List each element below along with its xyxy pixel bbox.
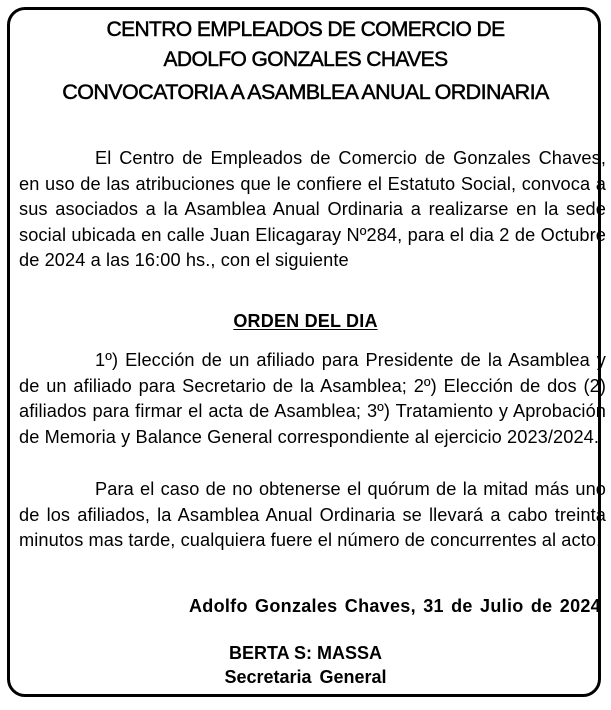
organization-name-line2: ADOLFO GONZALES CHAVES (163, 48, 448, 71)
signatory-name: BERTA S: MASSA (229, 643, 382, 663)
agenda-paragraph: 1º) Elección de un afiliado para Presidente de la Asamblea y de un afiliado para Secretario de la Asamblea; 2º) Elección de dos (2) afiliados para firmar el acta de Asamblea; 3º) Tratamiento y Aprobación de Memoria y Balance General correspondiente al ejercicio 2023/2024. (19, 350, 606, 447)
quorum-paragraph: Para el caso de no obtenerse el quórum de la mitad más uno de los afiliados, la Asamblea Anual Ordinaria se llevará a cabo treinta minutos mas tarde, cualquiera fuere el número de concurrentes al acto. (19, 479, 606, 551)
place-and-date: Adolfo Gonzales Chaves, 31 de Julio de 2024 (188, 596, 601, 616)
organization-name-line1: CENTRO EMPLEADOS DE COMERCIO DE (106, 18, 505, 41)
intro-paragraph: El Centro de Empleados de Comercio de Gonzales Chaves, en uso de las atribuciones que le confiere el Estatuto Social, convoca a sus asociados a la Asamblea Anual Ordinaria a realizarse en la sede social ubicada en calle Juan Elicagaray Nº284, para el dia 2 de Octubre de 2024 a las 16:00 hs., con el siguiente (19, 148, 606, 271)
signatory-role: Secretaria General (224, 667, 387, 687)
notice-title: CONVOCATORIA A ASAMBLEA ANUAL ORDINARIA (62, 80, 549, 104)
agenda-heading: ORDEN DEL DIA (233, 311, 378, 331)
